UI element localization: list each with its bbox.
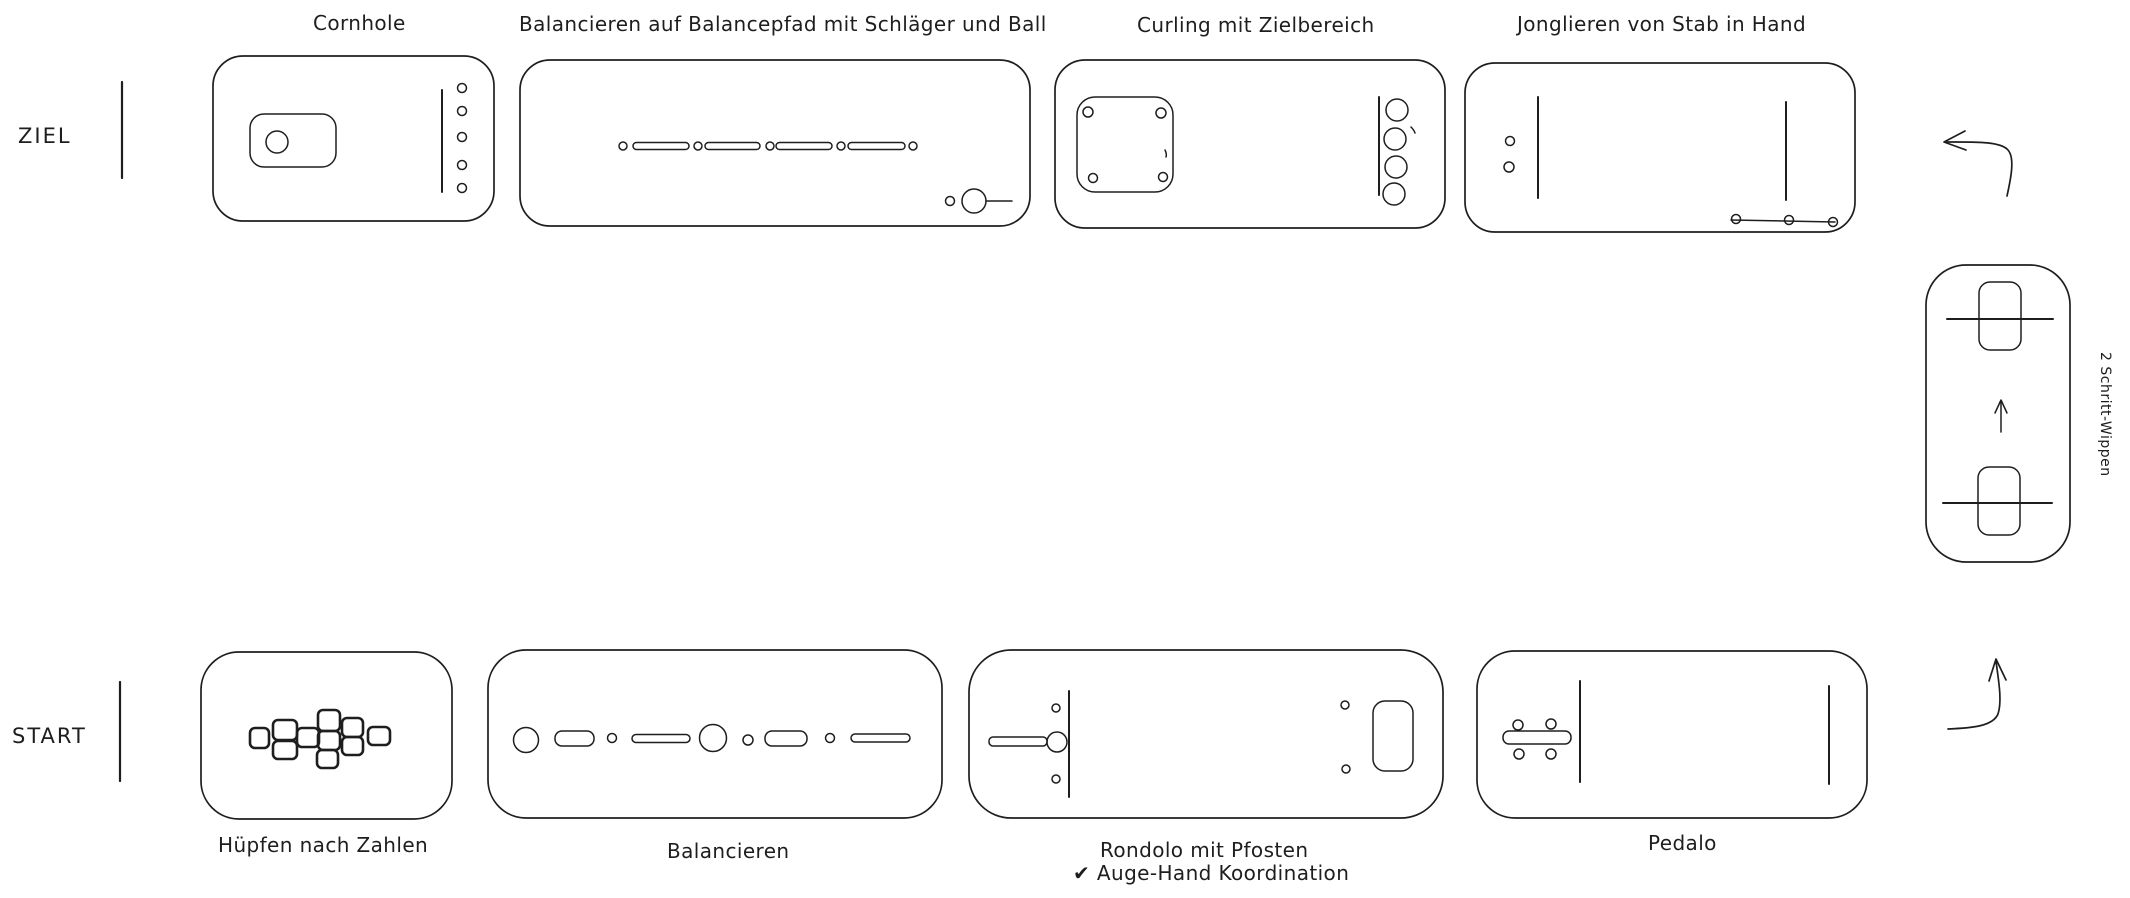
number-tile	[318, 731, 340, 750]
rondolo-launcher	[989, 691, 1069, 797]
number-tiles	[250, 710, 390, 768]
pedalo-board	[1503, 731, 1571, 744]
station-title-wippen: 2 Schritt-Wippen	[2097, 352, 2113, 477]
ball-dot	[1506, 137, 1515, 146]
path-dot	[694, 142, 702, 150]
pedalo-wheel	[1546, 749, 1556, 759]
balance-beam	[632, 735, 690, 743]
cornhole-board	[250, 114, 336, 167]
number-tile	[342, 718, 363, 737]
number-tile	[342, 737, 363, 755]
stab-end-dot	[1785, 216, 1794, 225]
arrow-up-icon	[1948, 659, 2006, 729]
pfosten-dot	[1342, 765, 1350, 773]
arrow-head	[1944, 131, 1966, 150]
station-huepfen-field	[201, 652, 452, 819]
push-stick	[989, 737, 1047, 746]
station-cornhole-field	[213, 56, 494, 221]
arrow-curve	[1946, 142, 2012, 196]
balance-beam	[851, 734, 910, 742]
wippe-platform	[1979, 282, 2021, 350]
small-ball	[946, 197, 955, 206]
balance-path	[619, 142, 917, 150]
station-title-curling: Curling mit Zielbereich	[1137, 13, 1375, 37]
start-label: START	[12, 724, 87, 748]
cornhole-hole	[266, 131, 288, 153]
station-title-jonglieren: Jonglieren von Stab in Hand	[1517, 12, 1807, 36]
number-tile	[250, 728, 269, 748]
rondolo-field-outline	[969, 650, 1443, 818]
curling-stone	[1385, 156, 1407, 178]
station-note-rondolo: ✔ Auge-Hand Koordination	[1073, 861, 1350, 885]
number-tile	[318, 710, 340, 731]
bean-bag	[458, 84, 467, 93]
ball-with-schlaeger	[946, 189, 1013, 213]
station-jonglieren-field	[1465, 63, 1855, 232]
curling-target-zone	[1077, 97, 1173, 192]
stray-mark	[1411, 127, 1415, 133]
path-dot	[619, 142, 627, 150]
stab-rack	[1731, 215, 1838, 227]
pfosten-dot	[1052, 704, 1060, 712]
bean-bag	[458, 161, 467, 170]
wippen-direction-arrow-icon	[1995, 400, 2007, 432]
number-tile	[297, 728, 319, 747]
station-pedalo-field	[1477, 651, 1867, 818]
station-title-balancepfad: Balancieren auf Balancepfad mit Schläger und Ball	[519, 12, 1047, 36]
number-tile	[273, 741, 297, 759]
small-dot	[743, 735, 753, 745]
stab-end-dot	[1732, 215, 1741, 224]
path-beam	[633, 143, 689, 150]
pedalo-field-outline	[1477, 651, 1867, 818]
station-balancepfad-field	[520, 60, 1030, 226]
wippe-bottom	[1943, 467, 2052, 535]
wippen-field-outline	[1926, 265, 2070, 562]
stray-mark	[1165, 150, 1166, 157]
bean-bag	[458, 184, 467, 193]
pedalo-wheel	[1514, 749, 1524, 759]
station-title-huepfen: Hüpfen nach Zahlen	[218, 833, 429, 857]
rondolo-target	[1341, 701, 1413, 773]
bean-bag	[458, 107, 467, 116]
wippe-platform	[1978, 467, 2020, 535]
stab	[1731, 220, 1835, 222]
station-title-pedalo: Pedalo	[1648, 831, 1717, 855]
path-beam	[705, 143, 760, 150]
station-title-cornhole: Cornhole	[313, 11, 406, 35]
station-rondolo-field	[969, 650, 1443, 818]
curling-stone	[1384, 128, 1406, 150]
curling-stone	[1383, 183, 1405, 205]
pedalo-wheel	[1546, 719, 1556, 729]
target-box	[1373, 701, 1413, 771]
cornhole-bean-bags	[458, 84, 467, 193]
ziel-label: ZIEL	[18, 124, 72, 148]
balancepfad-field-outline	[520, 60, 1030, 226]
bean-bag	[458, 133, 467, 142]
target-corner-dot	[1089, 174, 1098, 183]
pfosten-dot	[1341, 701, 1349, 709]
curling-stone	[1386, 99, 1408, 121]
target-corner-dot	[1156, 108, 1166, 118]
station-wippen-field	[1926, 265, 2070, 562]
path-dot	[837, 142, 845, 150]
balancieren-course	[514, 725, 911, 753]
small-dot	[608, 734, 617, 743]
path-beam	[848, 143, 905, 150]
balance-block	[555, 731, 594, 746]
pedalo-device	[1503, 719, 1571, 759]
pedalo-wheel	[1513, 720, 1523, 730]
ball	[962, 189, 986, 213]
pfosten-dot	[1052, 775, 1060, 783]
station-title-balancieren: Balancieren	[667, 839, 790, 863]
huepfen-field-outline	[201, 652, 452, 819]
path-dot	[766, 142, 774, 150]
number-tile	[317, 750, 338, 768]
path-dot	[909, 142, 917, 150]
number-tile	[368, 727, 390, 745]
rondolo-disc	[1047, 732, 1067, 752]
wippe-top	[1947, 282, 2053, 350]
station-title-rondolo: Rondolo mit Pfosten	[1100, 838, 1309, 862]
jonglieren-field-outline	[1465, 63, 1855, 232]
path-beam	[776, 143, 832, 150]
target-corner-dot	[1083, 107, 1093, 117]
station-balancieren-field	[488, 650, 942, 818]
arrow-left-icon	[1944, 131, 2012, 196]
stepping-stone	[514, 728, 539, 753]
small-dot	[826, 734, 835, 743]
station-curling-field	[1055, 60, 1445, 228]
stepping-stone	[700, 725, 727, 752]
curling-stones	[1383, 99, 1415, 205]
ball-dot	[1504, 162, 1514, 172]
number-tile	[273, 720, 297, 740]
target-corner-dot	[1159, 173, 1168, 182]
balance-block	[765, 731, 807, 746]
cornhole-field-outline	[213, 56, 494, 221]
